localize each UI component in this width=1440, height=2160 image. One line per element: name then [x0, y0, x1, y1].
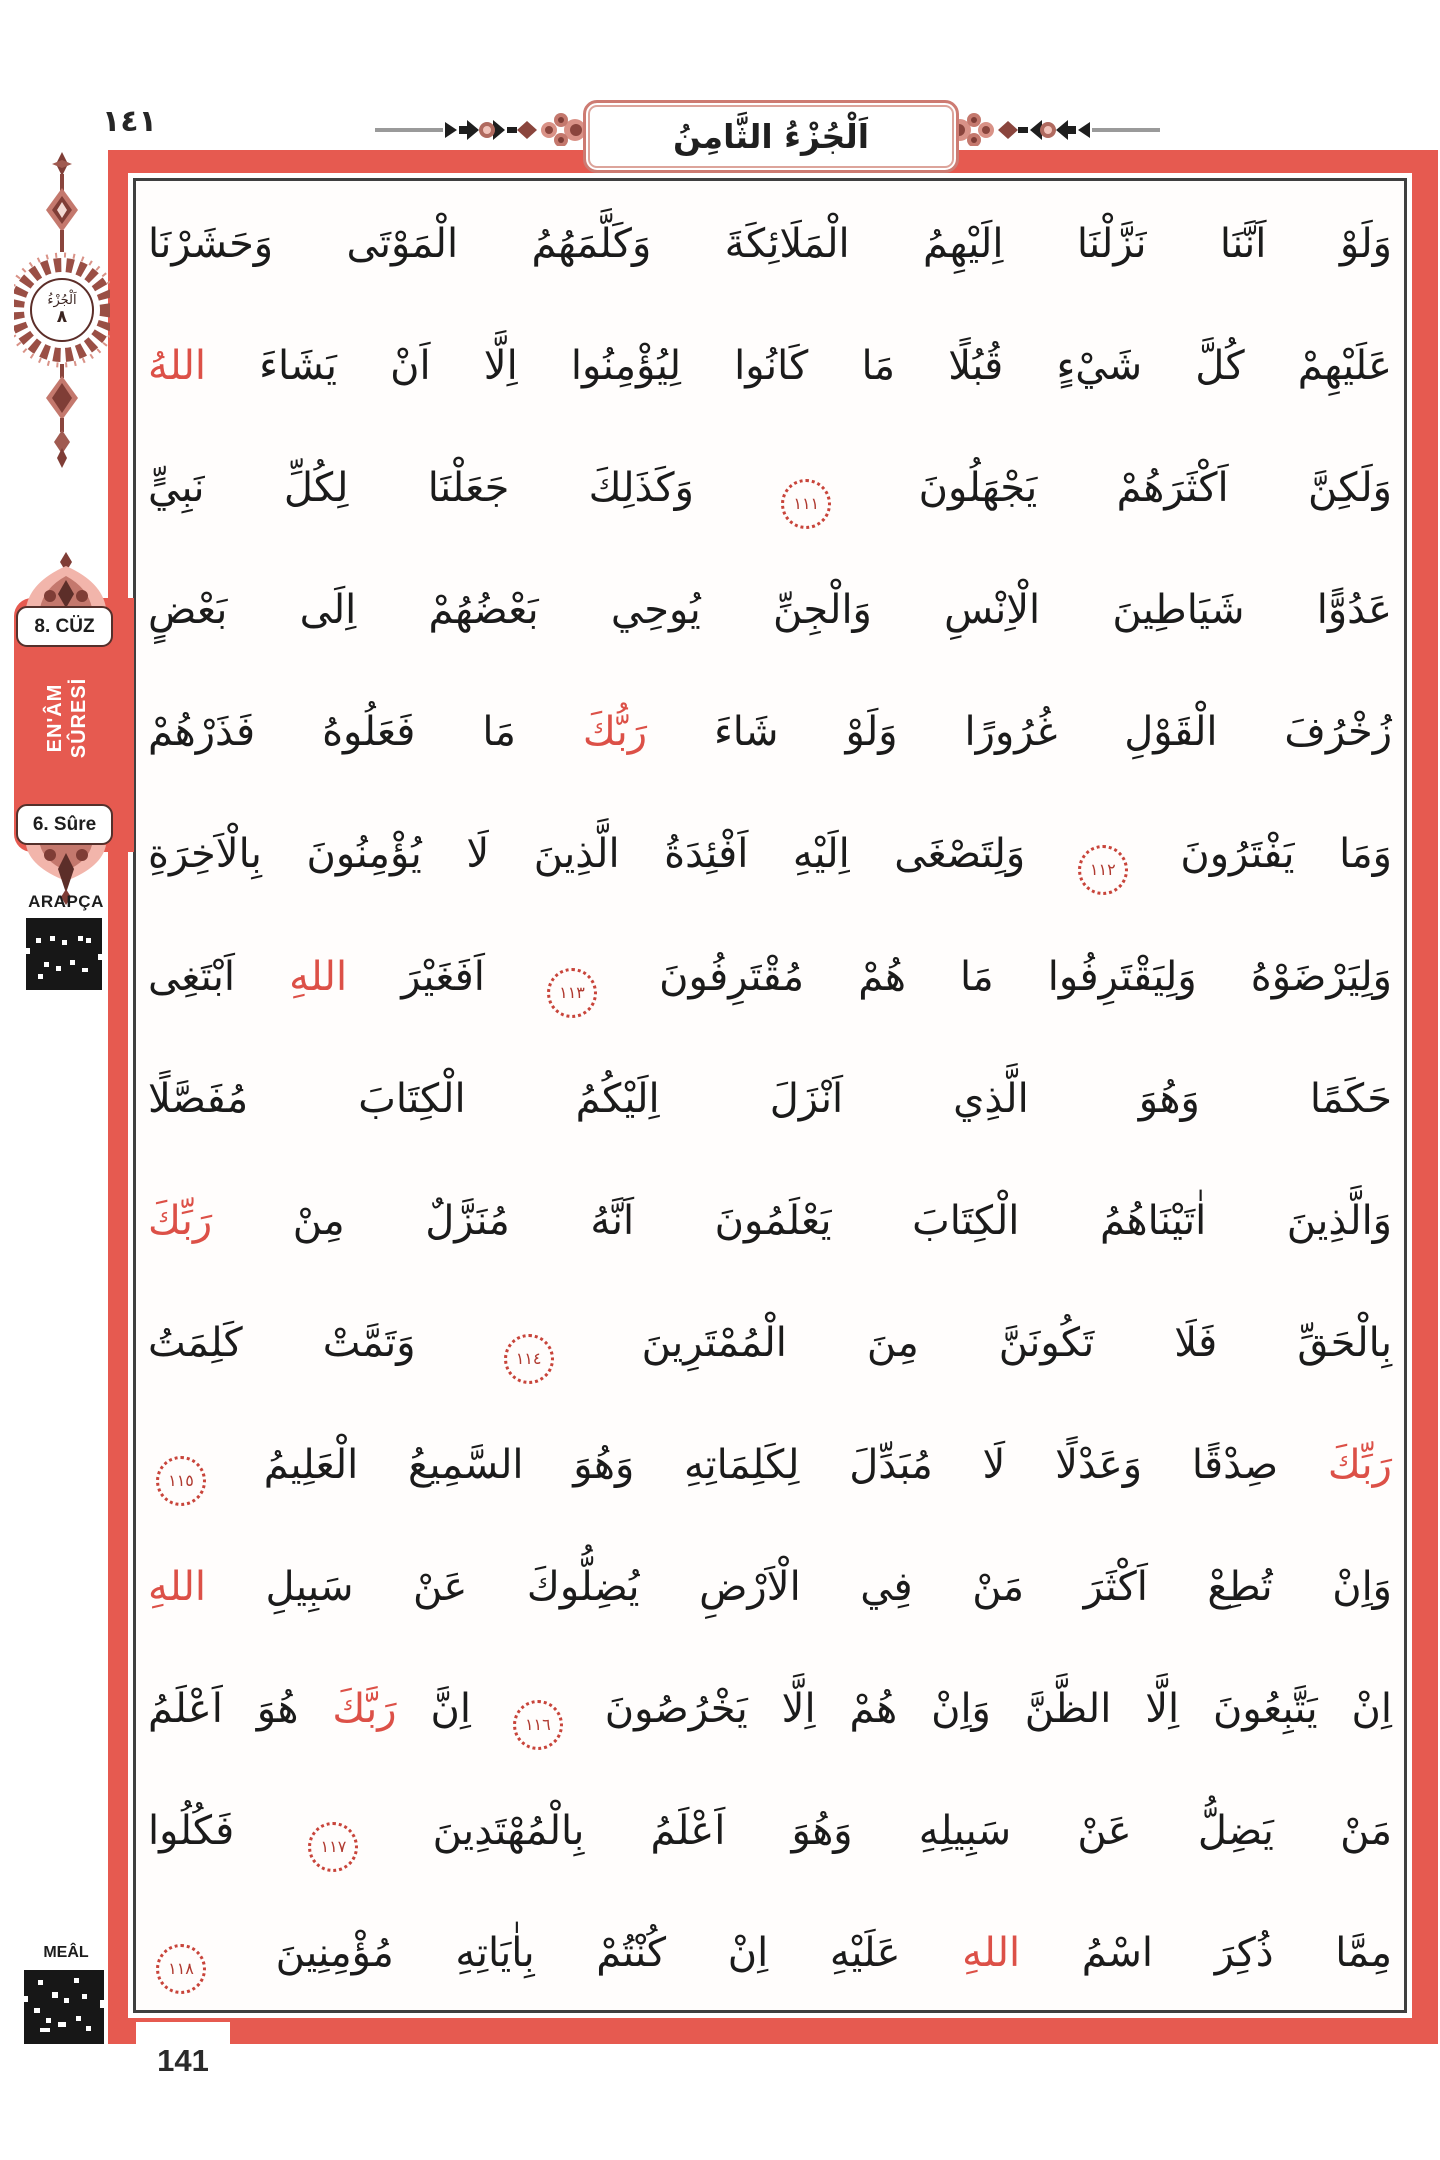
arabic-text: وَكَذَلِكَ جَعَلْنَا لِكُلِّ نَبِيٍّ	[148, 465, 774, 512]
divine-word-red: رَبِّكَ	[148, 1197, 213, 1244]
header-ornament-left	[295, 108, 585, 146]
quran-line	[148, 1038, 1392, 1160]
verse-marker: ١١٨	[156, 1944, 206, 1994]
divine-word-red: رَبَّكَ	[332, 1686, 397, 1733]
arabic-text: بِالْحَقِّ فَلَا تَكُونَنَّ مِنَ الْمُمْتَرِينَ	[561, 1319, 1393, 1366]
verse-marker: ١١٦	[513, 1700, 563, 1750]
quran-line	[148, 671, 1392, 793]
quran-line	[148, 1160, 1392, 1282]
arabic-text: وَلِتَصْغَى اِلَيْهِ اَفْئِدَةُ الَّذِينَ لَا يُؤْمِنُونَ بِالْاَخِرَةِ	[148, 831, 1070, 878]
verse-marker: ١١٥	[156, 1456, 206, 1506]
verse-marker: ١١٢	[1078, 845, 1128, 895]
arabic-text: اِنْ يَتَّبِعُونَ اِلَّا الظَّنَّ وَاِنْ هُمْ اِلَّا يَخْرُصُونَ	[570, 1686, 1393, 1733]
quran-line	[148, 916, 1392, 1038]
quran-line	[148, 1282, 1392, 1404]
quran-line	[148, 1648, 1392, 1770]
divine-word-red: رَبُّكَ	[582, 709, 648, 756]
juz-title-box	[583, 100, 959, 173]
arabic-text: اِنَّ	[396, 1686, 505, 1733]
arabic-text: صِدْقًا وَعَدْلًا لَا مُبَدِّلَ لِكَلِمَاتِهِ وَهُوَ السَّمِيعُ الْعَلِيمُ	[214, 1441, 1328, 1488]
divine-word-red: رَبِّكَ	[1327, 1441, 1392, 1488]
juz-medallion-label	[30, 284, 94, 338]
quran-line	[148, 793, 1392, 915]
sure-label-box	[16, 804, 113, 845]
juz-title-text: اَلْجُزْءُ الثَّامِنُ	[672, 117, 870, 156]
arabic-text: وَالَّذِينَ اٰتَيْنَاهُمُ الْكِتَابَ يَعْلَمُونَ اَنَّهُ مُنَزَّلٌ مِنْ	[212, 1197, 1392, 1244]
quran-line	[148, 549, 1392, 671]
verse-marker: ١١٤	[504, 1334, 554, 1384]
arapca-label: ARAPÇA	[28, 892, 104, 911]
verse-marker: ١١١	[781, 479, 831, 529]
page-number-notch	[136, 2022, 230, 2076]
cuz-label: 8. CÜZ	[34, 615, 95, 637]
juz-medallion-number: ٨	[56, 307, 68, 328]
cuz-label-box	[16, 606, 113, 647]
verse-marker: ١١٣	[547, 968, 597, 1018]
arabic-text: وَمَا يَفْتَرُونَ	[1135, 831, 1393, 878]
divine-word-red: اللهِ	[289, 953, 348, 1000]
arabic-text: فَكُلُوا	[148, 1808, 301, 1855]
arabic-text: وَلَوْ اَنَّنَا نَزَّلْنَا اِلَيْهِمُ الْمَلَائِكَةَ وَكَلَّمَهُمُ الْمَوْتَى وَحَشَرْنَا	[148, 221, 1392, 267]
quran-line	[148, 1892, 1392, 2014]
crown-ornament	[16, 552, 116, 608]
arabic-text: عَدُوًّا شَيَاطِينَ الْاِنْسِ وَالْجِنِّ يُوحِي بَعْضُهُمْ اِلَى بَعْضٍ	[148, 587, 1392, 634]
page-number-arabic: ١٤١	[102, 104, 157, 139]
divine-word-red: اللهُ	[148, 343, 206, 390]
surah-name-line1: EN'ÂM	[44, 683, 66, 753]
sure-label: 6. Sûre	[32, 813, 97, 835]
arabic-text: مَنْ يَضِلُّ عَنْ سَبِيلِهِ وَهُوَ اَعْلَمُ بِالْمُهْتَدِينَ	[366, 1808, 1392, 1855]
arabic-text: مَا فَعَلُوهُ فَذَرْهُمْ	[148, 709, 583, 756]
verse-marker: ١١٧	[308, 1822, 358, 1872]
arabic-text: حَكَمًا وَهُوَ الَّذِي اَنْزَلَ اِلَيْكُمُ الْكِتَابَ مُفَصَّلًا	[148, 1075, 1392, 1122]
arabic-text: زُخْرُفَ الْقَوْلِ غُرُورًا وَلَوْ شَاءَ	[647, 709, 1393, 756]
meal-label: MEÂL	[43, 1944, 89, 1961]
meal-qr-code	[24, 1970, 104, 2044]
arabic-text: هُوَ اَعْلَمُ	[148, 1686, 333, 1733]
arapca-qr-code	[26, 918, 102, 990]
arabic-text: اَبْتَغِى	[148, 953, 290, 1000]
arabic-text: عَلَيْهِ اِنْ كُنْتُمْ بِاٰيَاتِهِ مُؤْمِنِينَ	[214, 1930, 963, 1977]
text-area-border	[133, 178, 1407, 2013]
surah-name-vertical	[0, 653, 142, 783]
divine-word-red: اللهِ	[962, 1930, 1021, 1977]
quran-line	[148, 1404, 1392, 1526]
divine-word-red: اللهِ	[148, 1564, 206, 1611]
surah-name-line2: SÛRESİ	[68, 677, 90, 759]
arabic-text: اَفَغَيْرَ	[347, 953, 539, 1000]
quran-line	[148, 1526, 1392, 1648]
arabic-text: مِمَّا ذُكِرَ اسْمُ	[1020, 1930, 1393, 1977]
arabic-text: وَتَمَّتْ كَلِمَتُ	[148, 1319, 496, 1366]
arabic-text: عَلَيْهِمْ كُلَّ شَيْءٍ قُبُلًا مَا كَانُوا لِيُؤْمِنُوا اِلَّا اَنْ يَشَاءَ	[206, 343, 1392, 390]
quran-line	[148, 183, 1392, 305]
page-frame	[108, 150, 1438, 2044]
page-number-latin: 141	[157, 2043, 209, 2078]
quran-line	[148, 1770, 1392, 1892]
arabic-text: وَاِنْ تُطِعْ اَكْثَرَ مَنْ فِي الْاَرْضِ يُضِلُّوكَ عَنْ سَبِيلِ	[206, 1564, 1392, 1611]
juz-medallion-word: اَلْجُزْءُ	[47, 293, 77, 309]
arabic-text: وَلِيَرْضَوْهُ وَلِيَقْتَرِفُوا مَا هُمْ مُقْتَرِفُونَ	[605, 953, 1392, 1000]
quran-line	[148, 305, 1392, 427]
arabic-text: وَلَكِنَّ اَكْثَرَهُمْ يَجْهَلُونَ	[839, 465, 1392, 512]
header-ornament-right	[950, 108, 1240, 146]
quran-line	[148, 427, 1392, 549]
quran-text-area	[148, 183, 1392, 2008]
